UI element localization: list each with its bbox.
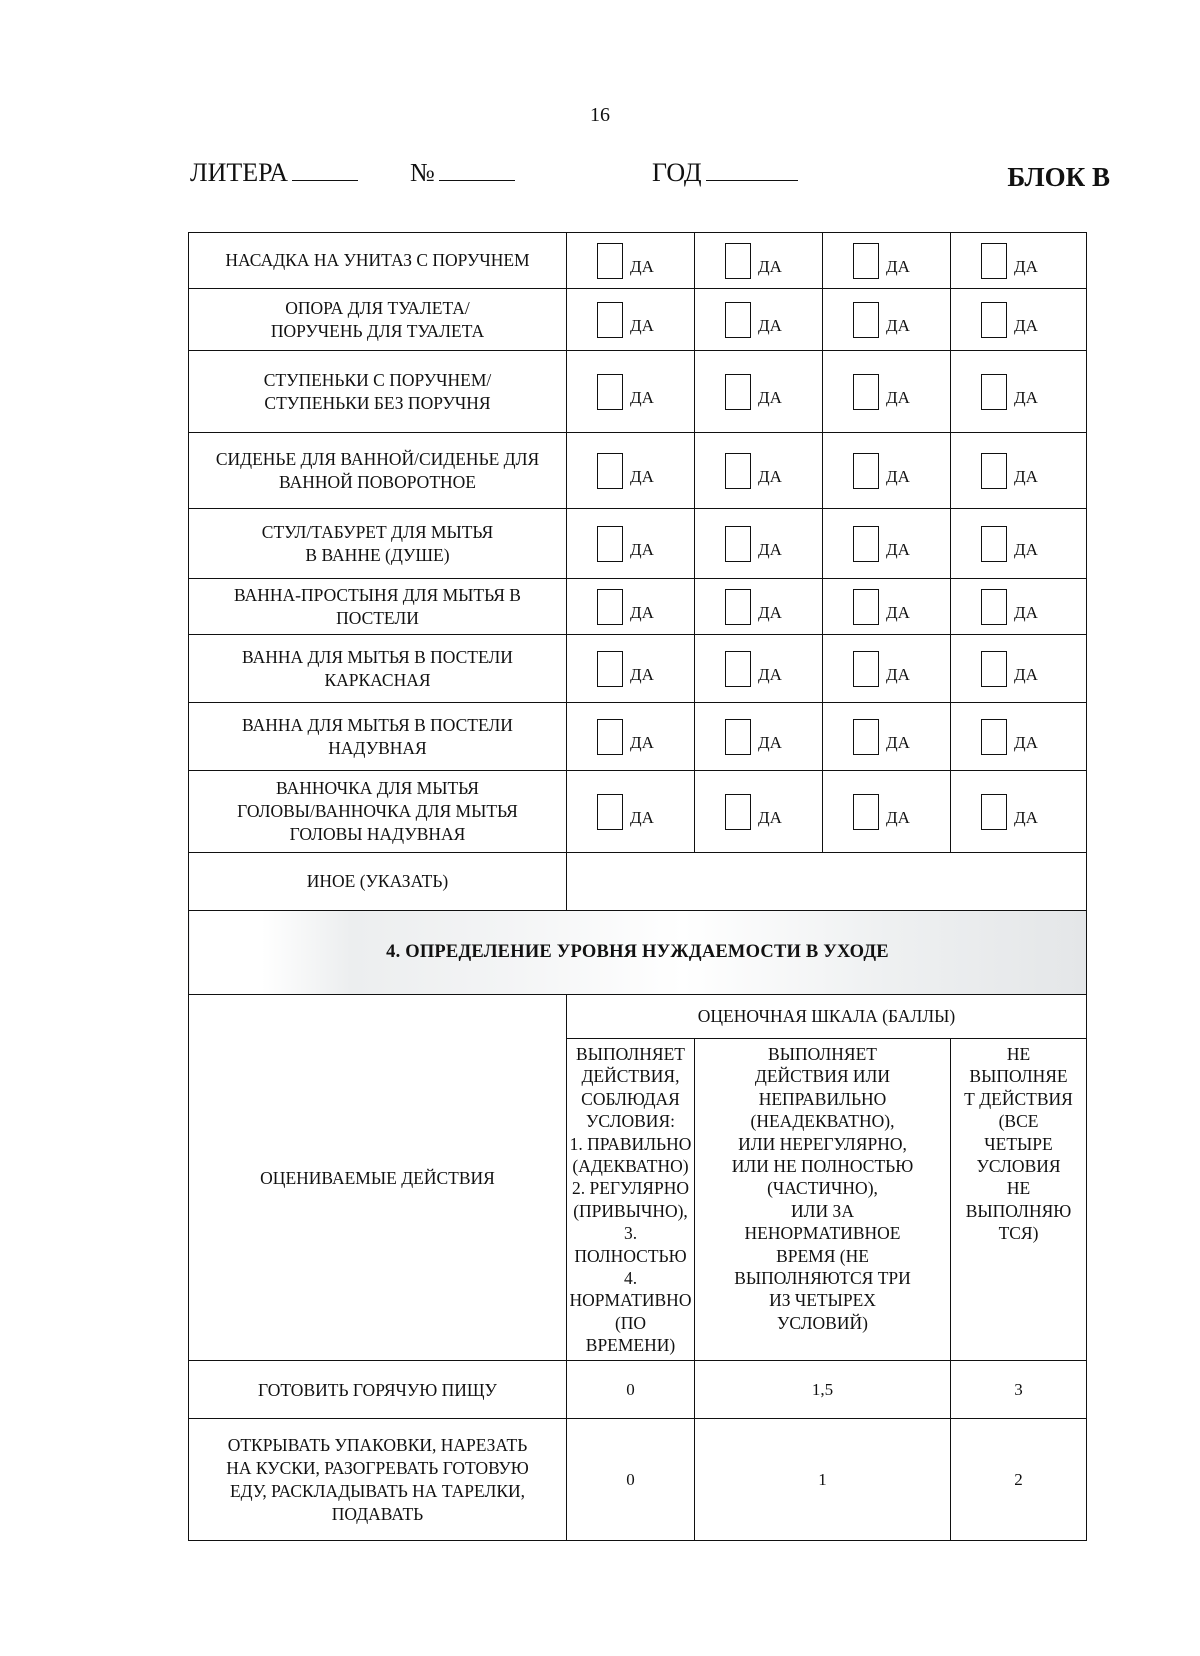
cell-text: ВЫПОЛНЯЕТ ДЕЙСТВИЯ, СОБЛЮДАЯ УСЛОВИЯ: 1. ПРАВИЛЬНО (АДЕКВАТНО) 2. РЕГУЛЯРНО (ПРИВЫЧНО), 3. ПОЛНОСТЬЮ 4. НОРМАТИВНО (ПО ВРЕМЕНИ) <box>569 1044 692 1356</box>
yes-label: ДА <box>630 540 654 560</box>
year-label: ГОД <box>652 158 702 187</box>
equipment-row <box>189 771 1087 853</box>
yes-label: ДА <box>758 603 782 623</box>
yes-checkbox[interactable] <box>853 589 879 625</box>
cell-text: 1 <box>818 1469 827 1489</box>
yes-label: ДА <box>758 540 782 560</box>
yes-label: ДА <box>1014 603 1038 623</box>
checkbox-cell <box>951 579 1087 635</box>
equipment-row <box>189 351 1087 433</box>
checkbox-cell <box>823 289 951 351</box>
yes-label: ДА <box>630 665 654 685</box>
yes-checkbox[interactable] <box>725 589 751 625</box>
cell-text: ВАННА ДЛЯ МЫТЬЯ В ПОСТЕЛИ КАРКАСНАЯ <box>242 646 513 690</box>
checkbox-cell <box>951 233 1087 289</box>
cell-text: ГОТОВИТЬ ГОРЯЧУЮ ПИЩУ <box>258 1379 497 1400</box>
equipment-item <box>189 289 567 351</box>
checkbox-cell <box>951 433 1087 509</box>
yes-label: ДА <box>758 733 782 753</box>
checkbox-cell <box>823 433 951 509</box>
number-field <box>410 156 515 188</box>
checkbox-cell <box>823 703 951 771</box>
other-label <box>189 853 567 911</box>
yes-checkbox[interactable] <box>853 719 879 755</box>
yes-label: ДА <box>886 316 910 336</box>
action-label <box>189 1361 567 1419</box>
page-number: 16 <box>590 104 610 126</box>
yes-checkbox[interactable] <box>981 374 1007 410</box>
checkbox-cell <box>823 635 951 703</box>
checkbox-cell <box>695 289 823 351</box>
yes-checkbox[interactable] <box>981 589 1007 625</box>
yes-checkbox[interactable] <box>853 302 879 338</box>
yes-checkbox[interactable] <box>725 794 751 830</box>
yes-checkbox[interactable] <box>853 526 879 562</box>
yes-checkbox[interactable] <box>853 794 879 830</box>
scale-column-header <box>695 1039 951 1361</box>
score-cell[interactable] <box>951 1361 1087 1419</box>
yes-label: ДА <box>758 467 782 487</box>
equipment-other-row <box>189 853 1087 911</box>
score-cell[interactable] <box>695 1361 951 1419</box>
yes-checkbox[interactable] <box>725 302 751 338</box>
yes-checkbox[interactable] <box>725 453 751 489</box>
equipment-item <box>189 509 567 579</box>
number-blank[interactable] <box>439 156 515 181</box>
yes-label: ДА <box>758 316 782 336</box>
checkbox-cell <box>951 289 1087 351</box>
score-cell[interactable] <box>567 1419 695 1541</box>
checkbox-cell <box>695 703 823 771</box>
equipment-item <box>189 433 567 509</box>
checkbox-cell <box>823 351 951 433</box>
equipment-row <box>189 233 1087 289</box>
equipment-table <box>188 232 1087 1541</box>
equipment-item <box>189 771 567 853</box>
litera-label: ЛИТЕРА <box>190 158 289 187</box>
checkbox-cell <box>567 351 695 433</box>
equipment-row <box>189 635 1087 703</box>
checkbox-cell <box>695 579 823 635</box>
checkbox-cell <box>951 509 1087 579</box>
yes-checkbox[interactable] <box>981 651 1007 687</box>
yes-label: ДА <box>630 388 654 408</box>
yes-checkbox[interactable] <box>981 526 1007 562</box>
number-label: № <box>410 158 435 187</box>
checkbox-cell <box>823 233 951 289</box>
cell-text: ВАННОЧКА ДЛЯ МЫТЬЯ ГОЛОВЫ/ВАННОЧКА ДЛЯ МЫТЬЯ ГОЛОВЫ НАДУВНАЯ <box>237 778 518 844</box>
yes-checkbox[interactable] <box>597 526 623 562</box>
yes-checkbox[interactable] <box>725 526 751 562</box>
checkbox-cell <box>951 351 1087 433</box>
yes-label: ДА <box>886 665 910 685</box>
action-row <box>189 1419 1087 1541</box>
form-header <box>190 156 1110 196</box>
checkbox-cell <box>823 509 951 579</box>
checkbox-cell <box>567 433 695 509</box>
scale-column-header <box>951 1039 1087 1361</box>
equipment-item <box>189 635 567 703</box>
score-cell[interactable] <box>695 1419 951 1541</box>
cell-text: 1,5 <box>811 1379 834 1399</box>
yes-checkbox[interactable] <box>597 794 623 830</box>
cell-text: 2 <box>1014 1469 1023 1489</box>
litera-blank[interactable] <box>292 156 358 181</box>
yes-label: ДА <box>886 257 910 277</box>
cell-text: 4. ОПРЕДЕЛЕНИЕ УРОВНЯ НУЖДАЕМОСТИ В УХОДЕ <box>386 942 889 963</box>
yes-checkbox[interactable] <box>597 651 623 687</box>
checkbox-cell <box>695 771 823 853</box>
yes-checkbox[interactable] <box>981 453 1007 489</box>
checkbox-cell <box>567 635 695 703</box>
yes-label: ДА <box>886 388 910 408</box>
yes-checkbox[interactable] <box>597 374 623 410</box>
yes-label: ДА <box>1014 257 1038 277</box>
yes-label: ДА <box>1014 540 1038 560</box>
cell-text: 0 <box>626 1379 635 1399</box>
cell-text: ОТКРЫВАТЬ УПАКОВКИ, НАРЕЗАТЬ НА КУСКИ, РАЗОГРЕВАТЬ ГОТОВУЮ ЕДУ, РАСКЛАДЫВАТЬ НА ТАРЕЛКИ, ПОДАВАТЬ <box>226 1435 529 1524</box>
yes-label: ДА <box>886 603 910 623</box>
yes-checkbox[interactable] <box>725 651 751 687</box>
score-cell[interactable] <box>567 1361 695 1419</box>
yes-label: ДА <box>1014 808 1038 828</box>
yes-checkbox[interactable] <box>853 453 879 489</box>
equipment-item <box>189 579 567 635</box>
checkbox-cell <box>567 703 695 771</box>
checkbox-cell <box>567 579 695 635</box>
equipment-row <box>189 433 1087 509</box>
yes-label: ДА <box>630 733 654 753</box>
scale-header-row <box>189 995 1087 1039</box>
equipment-row <box>189 703 1087 771</box>
section-title <box>189 911 1087 995</box>
cell-text: ВАННА ДЛЯ МЫТЬЯ В ПОСТЕЛИ НАДУВНАЯ <box>242 714 513 758</box>
scale-column-header <box>567 1039 695 1361</box>
yes-checkbox[interactable] <box>981 302 1007 338</box>
year-blank[interactable] <box>706 156 798 181</box>
checkbox-cell <box>567 233 695 289</box>
checkbox-cell <box>951 635 1087 703</box>
yes-label: ДА <box>886 808 910 828</box>
actions-header <box>189 995 567 1361</box>
checkbox-cell <box>951 703 1087 771</box>
yes-checkbox[interactable] <box>853 243 879 279</box>
yes-label: ДА <box>758 388 782 408</box>
checkbox-cell <box>951 771 1087 853</box>
checkbox-cell <box>567 771 695 853</box>
checkbox-cell <box>695 433 823 509</box>
checkbox-cell <box>695 351 823 433</box>
yes-label: ДА <box>758 808 782 828</box>
cell-text: НАСАДКА НА УНИТАЗ С ПОРУЧНЕМ <box>225 250 530 271</box>
block-label: БЛОК В <box>1007 162 1110 192</box>
action-row <box>189 1361 1087 1419</box>
checkbox-cell <box>567 509 695 579</box>
cell-text: ВАННА-ПРОСТЫНЯ ДЛЯ МЫТЬЯ В ПОСТЕЛИ <box>234 584 521 628</box>
checkbox-cell <box>823 771 951 853</box>
yes-checkbox[interactable] <box>853 651 879 687</box>
cell-text: СТУПЕНЬКИ С ПОРУЧНЕМ/ СТУПЕНЬКИ БЕЗ ПОРУЧНЯ <box>263 369 492 413</box>
litera-field <box>190 156 358 188</box>
cell-text: 0 <box>626 1469 635 1489</box>
checkbox-cell <box>567 289 695 351</box>
yes-label: ДА <box>1014 733 1038 753</box>
cell-text: ВЫПОЛНЯЕТ ДЕЙСТВИЯ ИЛИ НЕПРАВИЛЬНО (НЕАДЕКВАТНО), ИЛИ НЕРЕГУЛЯРНО, ИЛИ НЕ ПОЛНОСТЬЮ (ЧАСТИЧНО), ИЛИ ЗА НЕНОРМАТИВНОЕ ВРЕМЯ (НЕ ВЫПОЛНЯЮТСЯ ТРИ ИЗ ЧЕТЫРЕХ УСЛОВИЙ) <box>731 1044 914 1333</box>
equipment-row <box>189 289 1087 351</box>
yes-checkbox[interactable] <box>981 719 1007 755</box>
score-cell[interactable] <box>951 1419 1087 1541</box>
equipment-item <box>189 351 567 433</box>
yes-checkbox[interactable] <box>597 243 623 279</box>
equipment-row <box>189 579 1087 635</box>
yes-checkbox[interactable] <box>981 243 1007 279</box>
cell-text: ИНОЕ (УКАЗАТЬ) <box>306 871 449 892</box>
yes-label: ДА <box>758 257 782 277</box>
cell-text: СИДЕНЬЕ ДЛЯ ВАННОЙ/СИДЕНЬЕ ДЛЯ ВАННОЙ ПОВОРОТНОЕ <box>215 448 540 492</box>
section-title-row <box>189 911 1087 995</box>
yes-checkbox[interactable] <box>597 589 623 625</box>
yes-label: ДА <box>630 603 654 623</box>
yes-label: ДА <box>1014 665 1038 685</box>
yes-label: ДА <box>1014 388 1038 408</box>
yes-checkbox[interactable] <box>725 719 751 755</box>
cell-text: НЕ ВЫПОЛНЯЕ Т ДЕЙСТВИЯ (ВСЕ ЧЕТЫРЕ УСЛОВИЯ НЕ ВЫПОЛНЯЮ ТСЯ) <box>964 1044 1073 1244</box>
yes-checkbox[interactable] <box>853 374 879 410</box>
year-field <box>652 156 798 188</box>
yes-checkbox[interactable] <box>725 243 751 279</box>
yes-label: ДА <box>630 467 654 487</box>
cell-text: ОЦЕНИВАЕМЫЕ ДЕЙСТВИЯ <box>260 1167 495 1188</box>
cell-text: 3 <box>1014 1379 1023 1399</box>
checkbox-cell <box>695 509 823 579</box>
yes-checkbox[interactable] <box>597 302 623 338</box>
yes-label: ДА <box>630 316 654 336</box>
yes-label: ДА <box>630 808 654 828</box>
yes-label: ДА <box>886 467 910 487</box>
equipment-row <box>189 509 1087 579</box>
yes-checkbox[interactable] <box>725 374 751 410</box>
cell-text: СТУЛ/ТАБУРЕТ ДЛЯ МЫТЬЯ В ВАННЕ (ДУШЕ) <box>261 521 494 565</box>
cell-text: ОПОРА ДЛЯ ТУАЛЕТА/ ПОРУЧЕНЬ ДЛЯ ТУАЛЕТА <box>270 297 485 341</box>
equipment-item <box>189 703 567 771</box>
yes-label: ДА <box>886 733 910 753</box>
cell-text: ОЦЕНОЧНАЯ ШКАЛА (БАЛЛЫ) <box>697 1006 956 1027</box>
yes-label: ДА <box>1014 316 1038 336</box>
yes-label: ДА <box>886 540 910 560</box>
yes-checkbox[interactable] <box>597 719 623 755</box>
checkbox-cell <box>695 635 823 703</box>
yes-label: ДА <box>1014 467 1038 487</box>
scale-header <box>567 995 1087 1039</box>
checkbox-cell <box>823 579 951 635</box>
yes-checkbox[interactable] <box>597 453 623 489</box>
equipment-item <box>189 233 567 289</box>
yes-checkbox[interactable] <box>981 794 1007 830</box>
yes-label: ДА <box>630 257 654 277</box>
yes-label: ДА <box>758 665 782 685</box>
action-label <box>189 1419 567 1541</box>
other-specify-field[interactable] <box>567 853 1087 911</box>
checkbox-cell <box>695 233 823 289</box>
